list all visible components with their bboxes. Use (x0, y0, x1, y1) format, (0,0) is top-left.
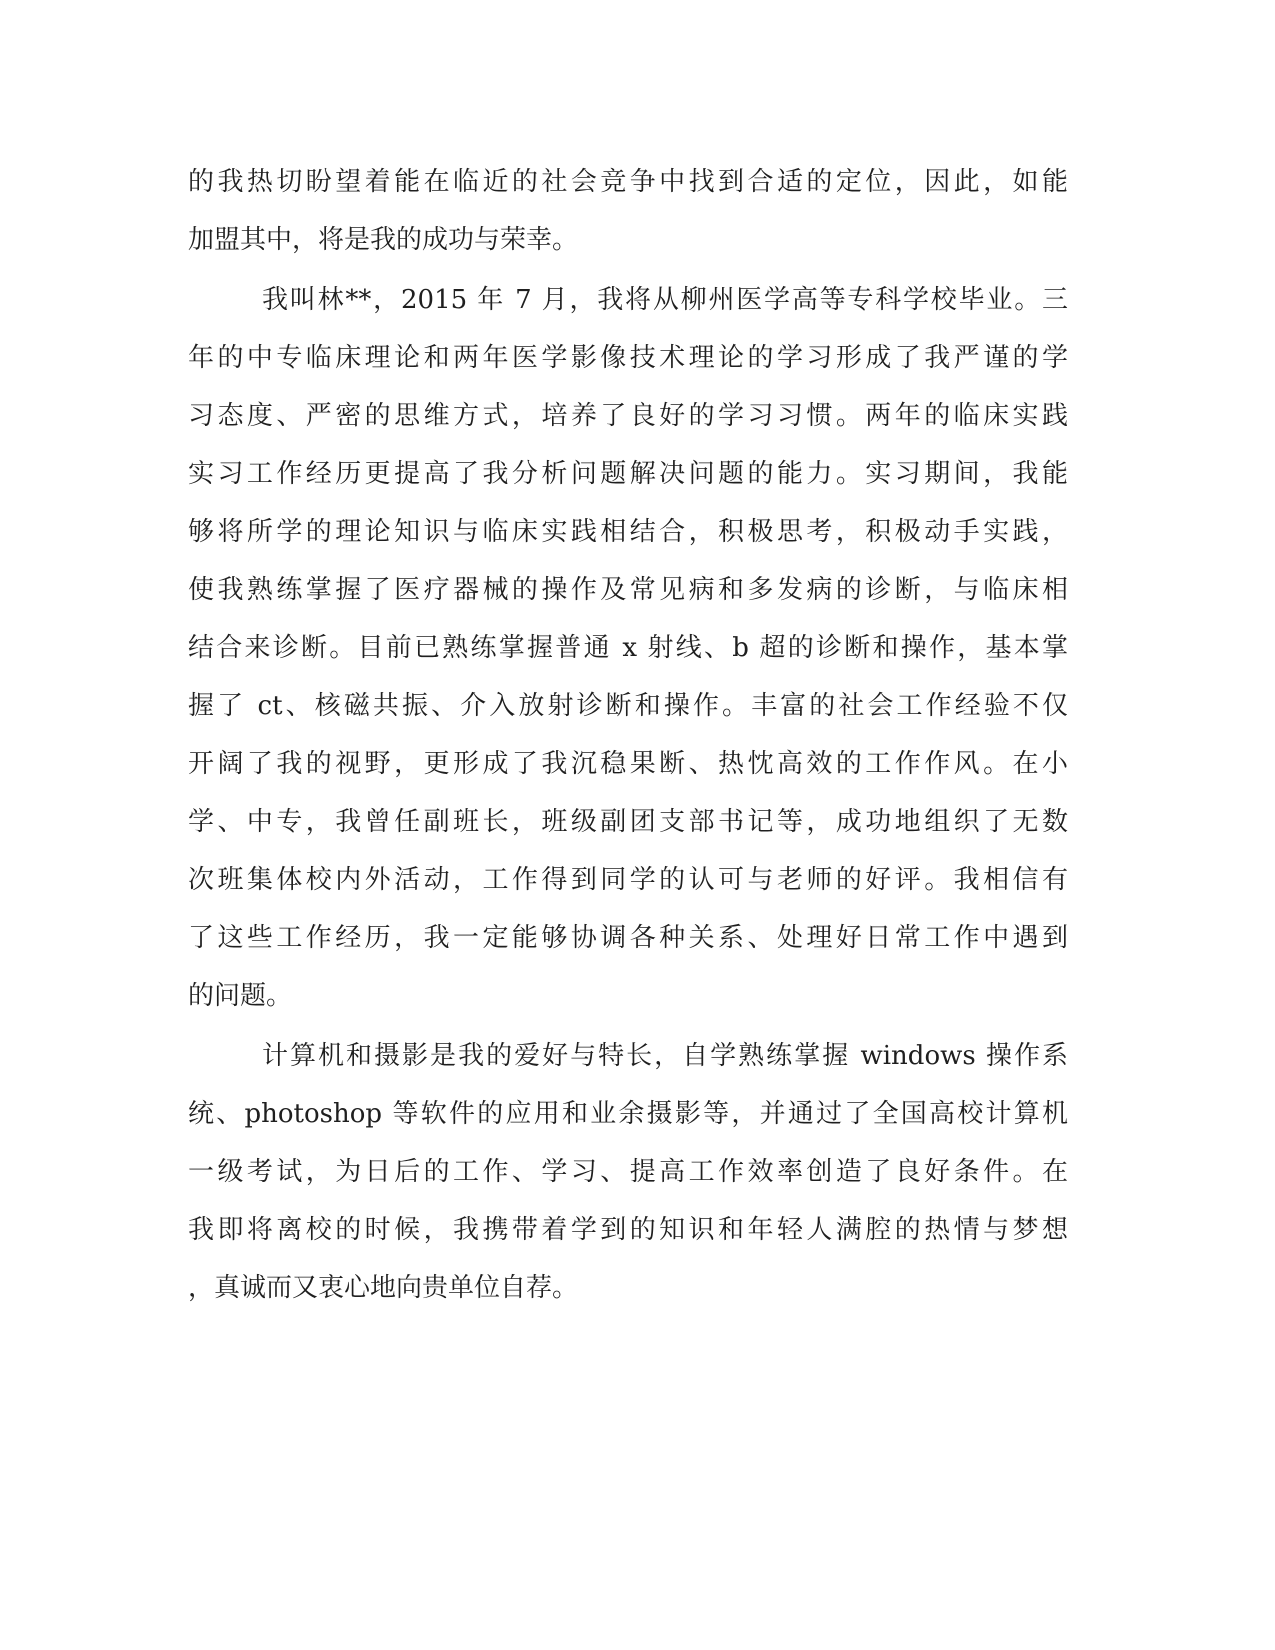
text-line: 的问题。 (188, 981, 293, 1011)
text-line: 握了 ct、核磁共振、介入放射诊断和操作。丰富的社会工作经验不仅 (188, 691, 1068, 721)
text-line: 年的中专临床理论和两年医学影像技术理论的学习形成了我严谨的学 (188, 343, 1068, 373)
text-line: 的我热切盼望着能在临近的社会竞争中找到合适的定位，因此，如能 (188, 167, 1068, 197)
text-line: ，真诚而又衷心地向贵单位自荐。 (188, 1273, 579, 1303)
text-line: 习态度、严密的思维方式，培养了良好的学习习惯。两年的临床实践 (188, 401, 1068, 431)
text-line: 了这些工作经历，我一定能够协调各种关系、处理好日常工作中遇到 (188, 923, 1068, 953)
text-line: 统、photoshop 等软件的应用和业余摄影等，并通过了全国高校计算机 (188, 1099, 1068, 1129)
text-line: 次班集体校内外活动，工作得到同学的认可与老师的好评。我相信有 (188, 865, 1068, 895)
text-line: 一级考试，为日后的工作、学习、提高工作效率创造了良好条件。在 (188, 1157, 1068, 1187)
paragraph-start-line: 我叫林**，2015 年 7 月，我将从柳州医学高等专科学校毕业。三 (262, 285, 1068, 315)
text-line: 我即将离校的时候，我携带着学到的知识和年轻人满腔的热情与梦想 (188, 1215, 1068, 1245)
text-line: 够将所学的理论知识与临床实践相结合，积极思考，积极动手实践， (188, 517, 1068, 547)
text-line: 结合来诊断。目前已熟练掌握普通 x 射线、b 超的诊断和操作，基本掌 (188, 633, 1068, 663)
text-line: 实习工作经历更提高了我分析问题解决问题的能力。实习期间，我能 (188, 459, 1068, 489)
text-line: 加盟其中，将是我的成功与荣幸。 (188, 225, 579, 255)
text-line: 学、中专，我曾任副班长，班级副团支部书记等，成功地组织了无数 (188, 807, 1068, 837)
text-line: 使我熟练掌握了医疗器械的操作及常见病和多发病的诊断，与临床相 (188, 575, 1068, 605)
text-line: 开阔了我的视野，更形成了我沉稳果断、热忱高效的工作作风。在小 (188, 749, 1068, 779)
paragraph-start-line: 计算机和摄影是我的爱好与特长，自学熟练掌握 windows 操作系 (262, 1041, 1068, 1071)
